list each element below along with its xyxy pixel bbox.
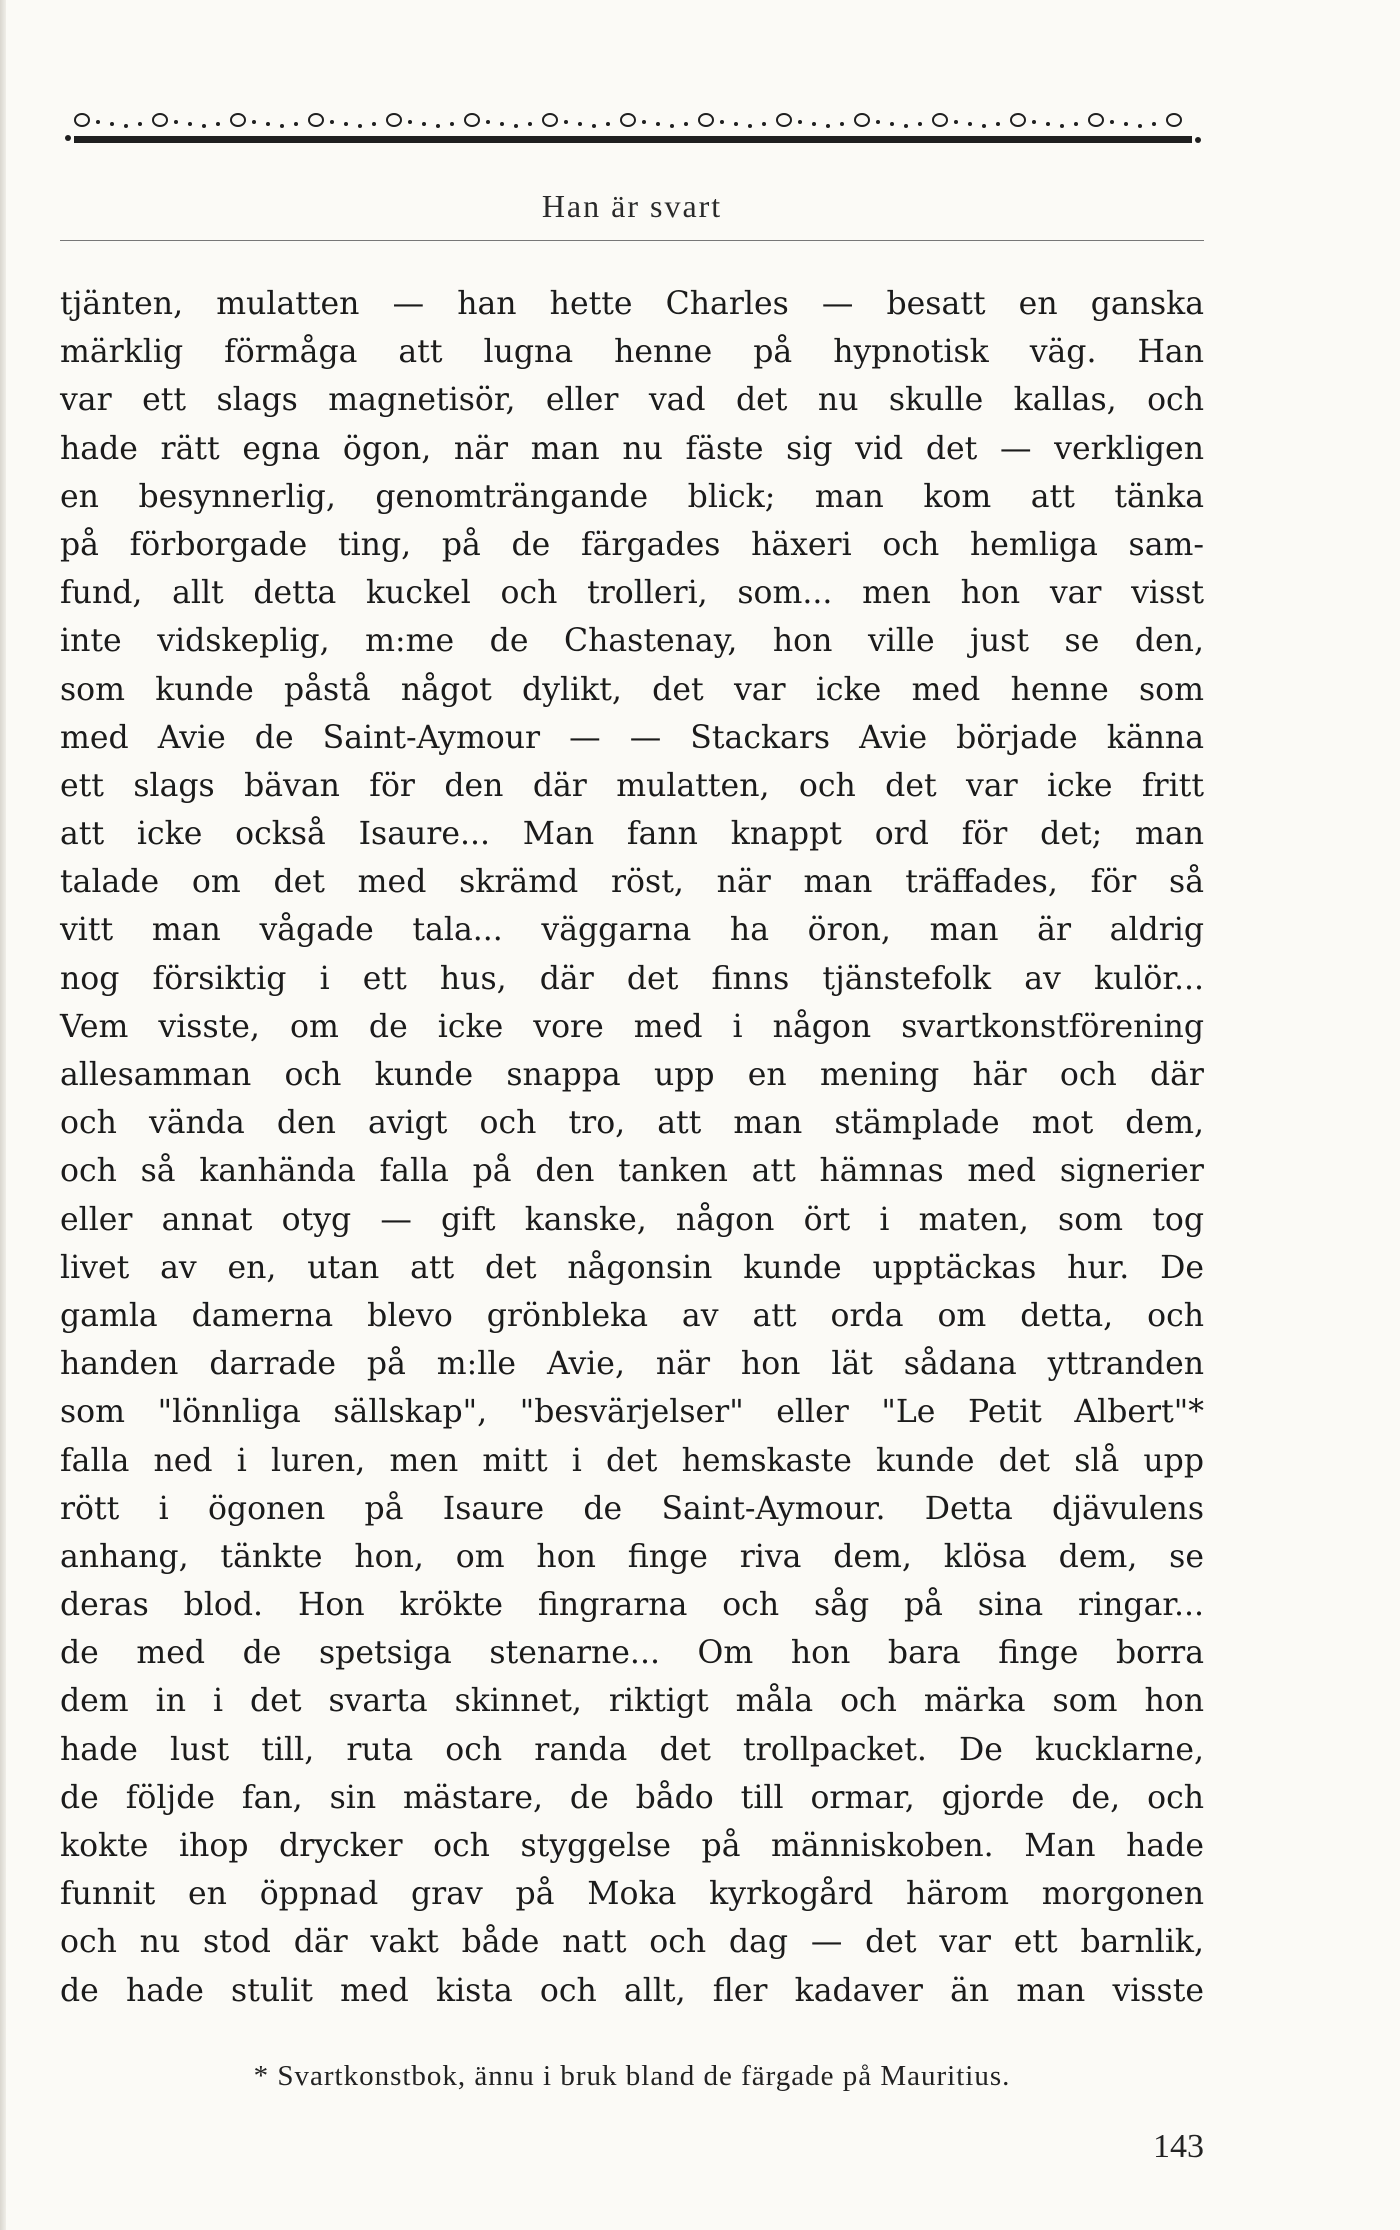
text-line: att icke också Isaure... Man fann knappt ord för det; man: [60, 816, 1204, 853]
text-line: vitt man vågade tala... väggarna ha öron, man är aldrig: [60, 912, 1204, 949]
text-line: och så kanhända falla på den tanken att hämnas med signerier: [60, 1153, 1204, 1190]
text-line: som kunde påstå något dylikt, det var icke med henne som: [60, 671, 1204, 708]
text-line: och nu stod där vakt både natt och dag — det var ett barnlik,: [60, 1924, 1204, 1961]
text-line: märklig förmåga att lugna henne på hypnotisk väg. Han: [60, 334, 1204, 371]
text-line: ett slags bävan för den där mulatten, och det var icke fritt: [60, 767, 1204, 804]
text-line: kokte ihop drycker och styggelse på människoben. Man hade: [60, 1828, 1204, 1864]
text-line: funnit en öppnad grav på Moka kyrkogård härom morgonen: [60, 1876, 1204, 1913]
header-rule: [60, 240, 1204, 241]
footnote: * Svartkonstbok, ännu i bruk bland de färgade på Mauritius.: [253, 2060, 1011, 2092]
text-line: rött i ögonen på Isaure de Saint-Aymour. Detta djävulens: [60, 1490, 1204, 1527]
text-line: Vem visste, om de icke vore med i någon svartkonstförening: [60, 1008, 1204, 1045]
text-line: handen darrade på m:lle Avie, när hon lät sådana yttranden: [60, 1346, 1204, 1383]
body-text: [60, 280, 1204, 2015]
text-line: deras blod. Hon krökte fingrarna och såg på sina ringar...: [60, 1587, 1204, 1624]
text-line: de hade stulit med kista och allt, fler kadaver än man visste: [60, 1972, 1204, 2009]
text-line: inte vidskeplig, m:me de Chastenay, hon ville just se den,: [60, 623, 1204, 660]
text-line: med Avie de Saint-Aymour — — Stackars Avie började känna: [60, 719, 1204, 756]
text-line: de med de spetsiga stenarne... Om hon bara finge borra: [60, 1635, 1204, 1672]
text-line: gamla damerna blevo grönbleka av att orda om detta, och: [60, 1297, 1204, 1334]
text-line: falla ned i luren, men mitt i det hemskaste kunde det slå upp: [60, 1442, 1204, 1479]
text-line: hade rätt egna ögon, när man nu fäste sig vid det — verkligen: [60, 430, 1204, 467]
text-line: som "lönnliga sällskap", "besvärjelser" eller "Le Petit Albert"*: [60, 1394, 1204, 1431]
text-line: dem in i det svarta skinnet, riktigt måla och märka som hon: [60, 1683, 1204, 1720]
text-line: en besynnerlig, genomträngande blick; man kom att tänka: [60, 478, 1204, 515]
text-line: hade lust till, ruta och randa det trollpacket. De kucklarne,: [60, 1731, 1204, 1768]
page-edge: [0, 0, 6, 2230]
text-line: allesamman och kunde snappa upp en mening här och där: [60, 1057, 1204, 1093]
text-line: anhang, tänkte hon, om hon finge riva dem, klösa dem, se: [60, 1538, 1204, 1575]
text-line: eller annat otyg — gift kanske, någon ört i maten, som tog: [60, 1201, 1204, 1238]
chain-border-icon: [60, 106, 1204, 160]
text-line: de följde fan, sin mästare, de bådo till ormar, gjorde de, och: [60, 1779, 1204, 1816]
text-line: tjänten, mulatten — han hette Charles — besatt en ganska: [60, 286, 1204, 322]
text-line: fund, allt detta kuckel och trolleri, som... men hon var visst: [60, 575, 1204, 612]
text-line: talade om det med skrämd röst, när man träffades, för så: [60, 864, 1204, 901]
text-line: nog försiktig i ett hus, där det finns tjänstefolk av kulör...: [60, 960, 1204, 997]
running-head: Han är svart: [541, 188, 723, 224]
page-number: 143: [1153, 2128, 1204, 2165]
text-line: och vända den avigt och tro, att man stämplade mot dem,: [60, 1105, 1204, 1142]
text-line: livet av en, utan att det någonsin kunde upptäckas hur. De: [60, 1249, 1204, 1286]
text-line: var ett slags magnetisör, eller vad det nu skulle kallas, och: [60, 382, 1204, 419]
text-line: på förborgade ting, på de färgades häxeri och hemliga sam-: [60, 526, 1204, 563]
